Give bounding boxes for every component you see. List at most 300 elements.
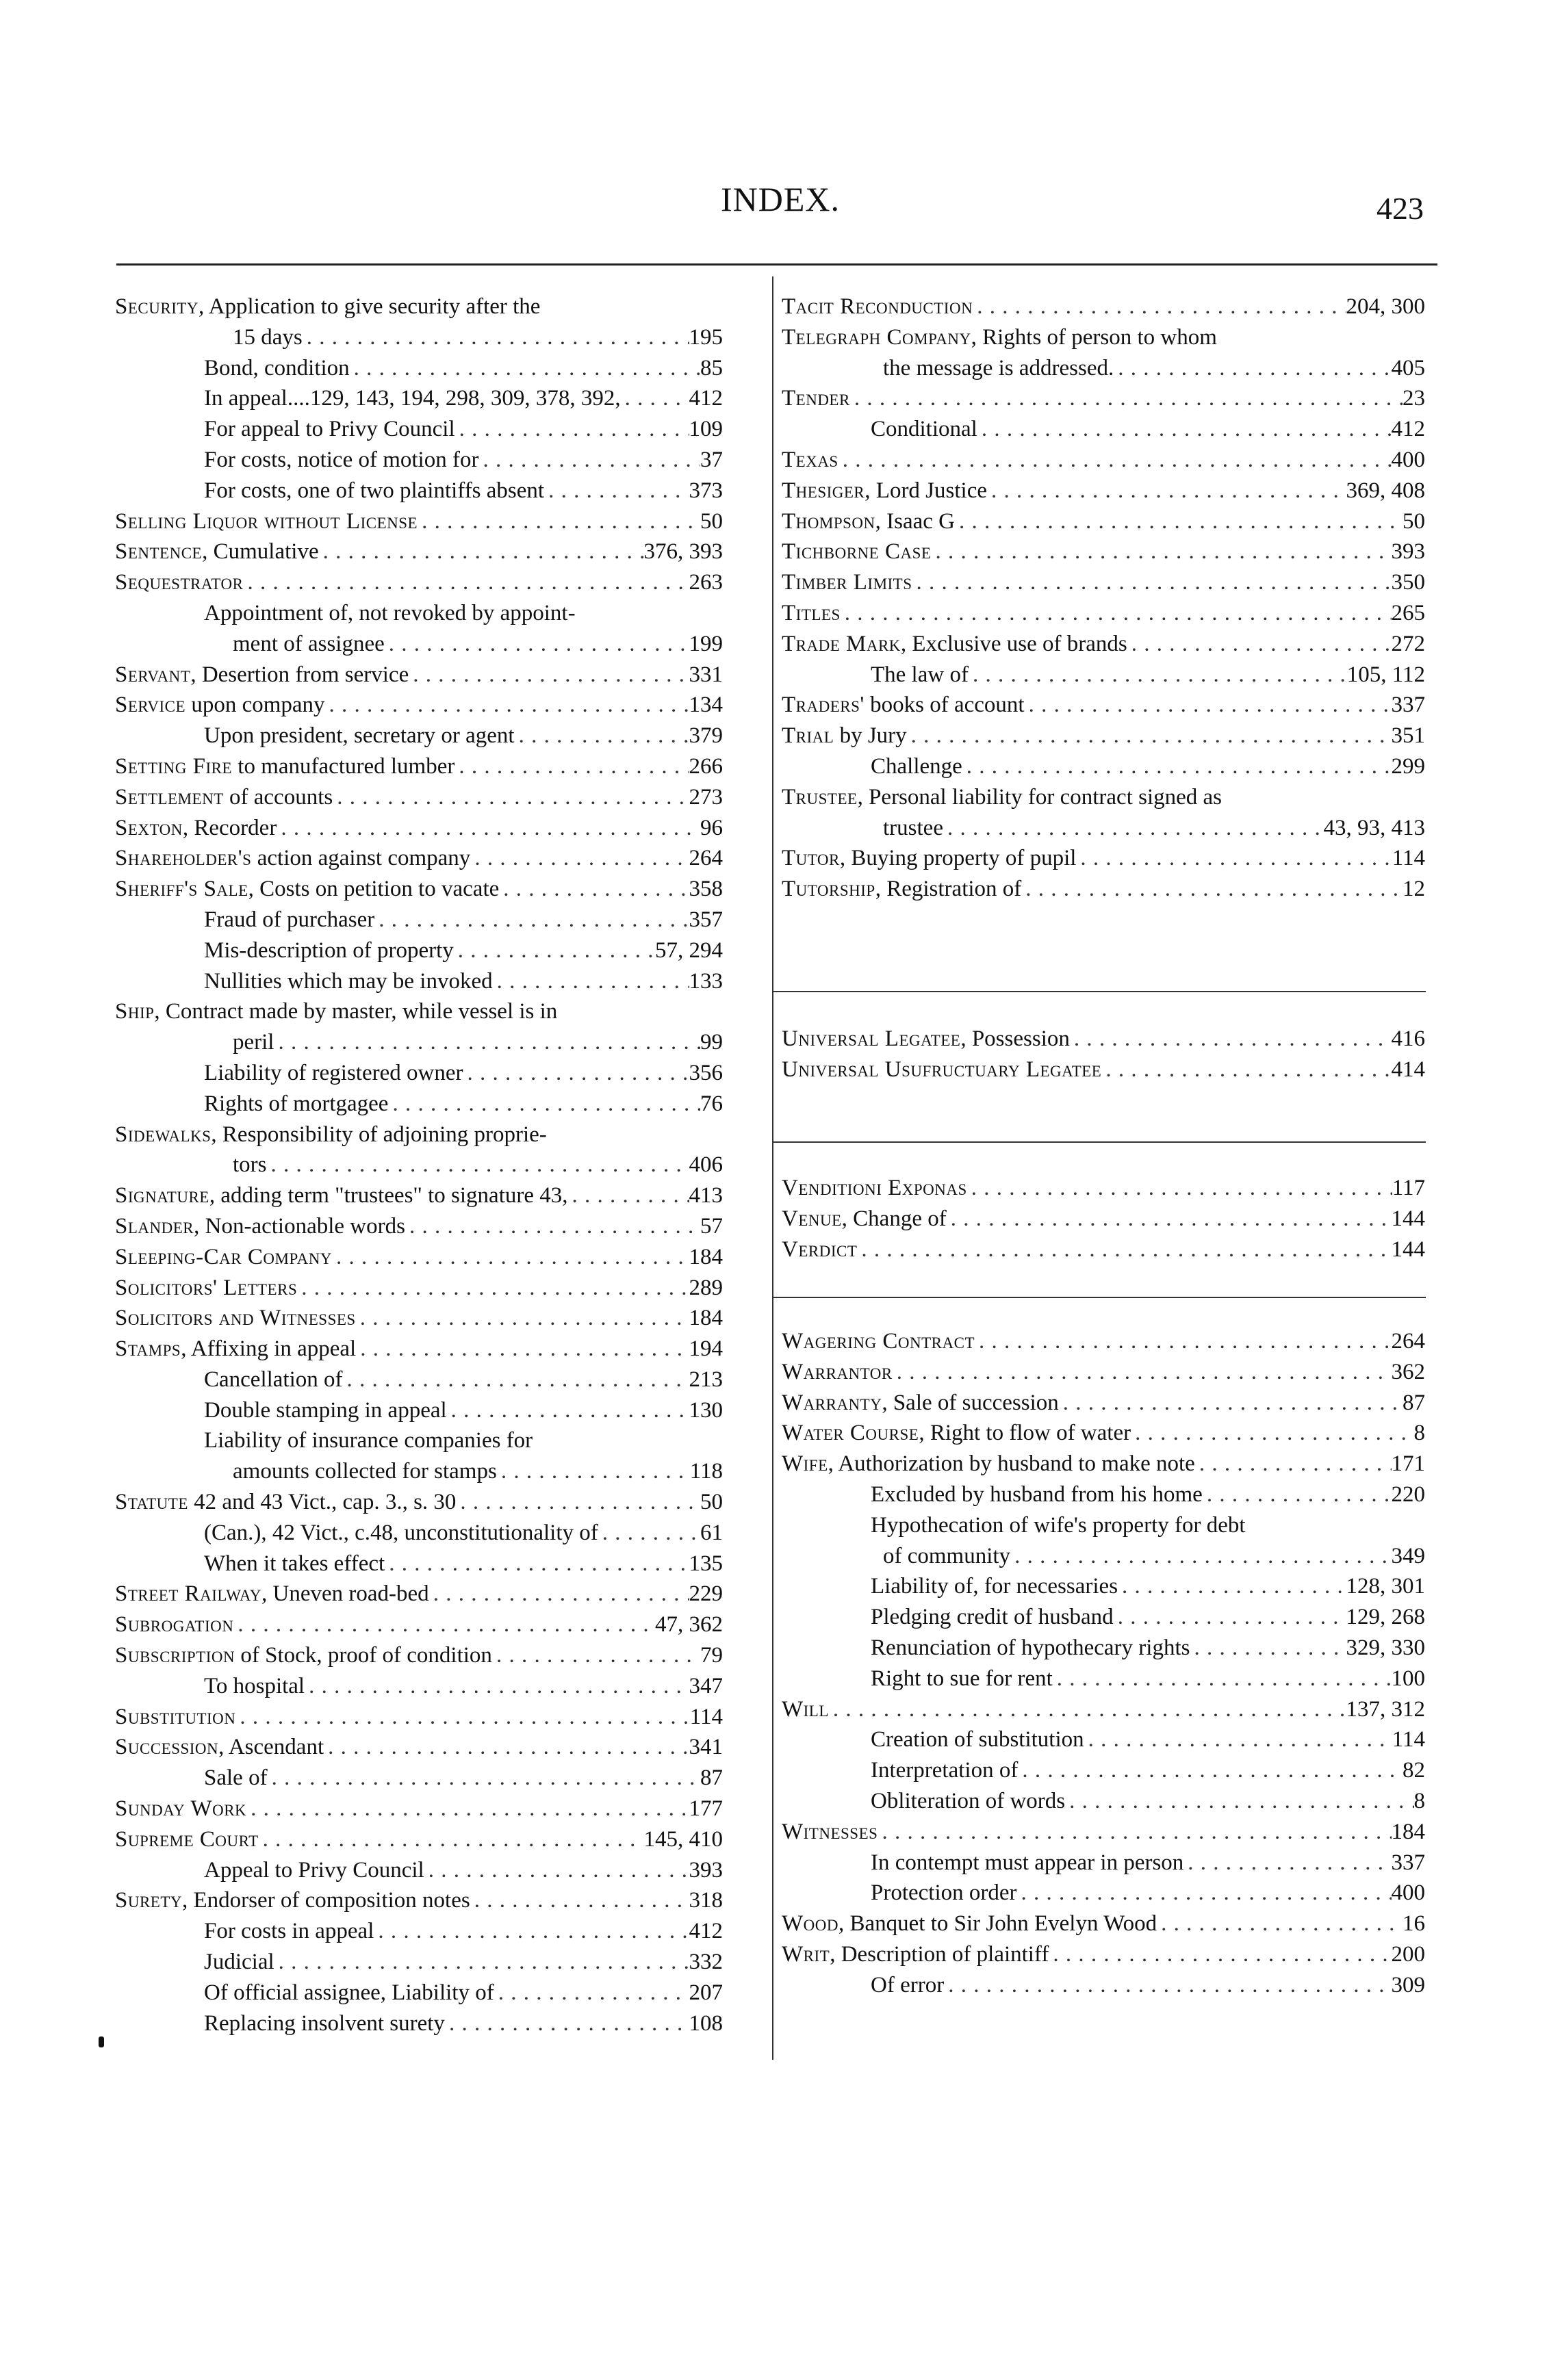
page-reference: 43, 93, 413 (1323, 815, 1425, 840)
index-entry (115, 1885, 723, 1916)
entry-detail: Challenge (871, 753, 962, 779)
index-subentry (782, 1878, 1425, 1909)
index-entry (115, 292, 723, 322)
entry-detail: , Registration of (875, 877, 1022, 902)
dot-leader (259, 1824, 644, 1855)
page-reference: 273 (689, 784, 723, 810)
page-reference: 194 (689, 1336, 723, 1362)
index-entry (782, 782, 1425, 813)
page-reference: 82 (1403, 1758, 1425, 1783)
index-subentry (115, 1549, 723, 1579)
dot-leader (492, 1640, 700, 1671)
index-subentry (782, 414, 1425, 445)
index-entry (115, 1702, 723, 1733)
page-reference: 184 (1391, 1819, 1425, 1844)
entry-text (782, 721, 907, 751)
entry-detail: , Personal liability for contract signed as (857, 784, 1222, 810)
entry-text (871, 414, 977, 445)
index-entry (115, 690, 723, 721)
entry-text (782, 690, 1025, 721)
index-subentry (115, 383, 723, 414)
entry-heading: Tutorship (782, 877, 875, 902)
index-entry (115, 536, 723, 567)
dot-leader (493, 966, 689, 997)
index-subentry (115, 1364, 723, 1395)
entry-heading: Slander (115, 1213, 194, 1239)
entry-heading: Substitution (115, 1704, 236, 1729)
entry-text (871, 1571, 1118, 1602)
entry-heading: Timber Limits (782, 570, 912, 595)
page-reference: 133 (689, 968, 723, 994)
entry-text (115, 1579, 429, 1609)
entry-text (782, 1234, 857, 1265)
dot-leader (456, 1487, 700, 1518)
index-continuation (115, 629, 723, 660)
page-reference: 16 (1403, 1911, 1425, 1937)
entry-detail: , Possession (960, 1026, 1070, 1051)
entry-text (782, 1388, 1059, 1419)
entry-text (204, 1425, 533, 1456)
dot-leader (977, 414, 1392, 445)
entry-detail: Renunciation of hypothecary rights (871, 1635, 1190, 1660)
index-entry (115, 874, 723, 905)
entry-heading: Security (115, 294, 199, 319)
dot-leader (267, 1150, 689, 1180)
entry-text (204, 935, 454, 966)
entry-detail: , Authorization by husband to make note (828, 1451, 1195, 1477)
entry-text (115, 1273, 297, 1304)
dot-leader (1025, 690, 1392, 721)
entry-heading: Subscription (115, 1643, 235, 1668)
entry-detail: , Responsibility of adjoining proprie- (211, 1122, 547, 1147)
dot-leader (568, 1180, 689, 1211)
entry-text (782, 1939, 1049, 1970)
page-reference: 57, 294 (655, 937, 723, 963)
entry-text (871, 1970, 944, 2001)
index-subentry (782, 1755, 1425, 1786)
entry-text (782, 1909, 1157, 1939)
dot-leader (838, 445, 1392, 476)
entry-heading: Texas (782, 447, 838, 472)
entry-text (871, 1633, 1190, 1664)
page-reference: 79 (700, 1643, 723, 1668)
entry-detail: , Description of plaintiff (830, 1941, 1049, 1967)
index-entry (115, 1794, 723, 1824)
entry-text (204, 1763, 268, 1794)
page-reference: 8 (1413, 1788, 1425, 1813)
entry-detail: , Exclusive use of brands (900, 631, 1127, 656)
entry-text (782, 1024, 1070, 1055)
entry-detail: Bond, condition (204, 355, 350, 380)
dot-leader (356, 1334, 689, 1364)
index-entry (782, 874, 1425, 905)
page-reference: 272 (1391, 631, 1425, 656)
entry-text (115, 1609, 233, 1640)
entry-text (871, 1510, 1246, 1541)
entry-text (204, 1395, 447, 1426)
entry-detail: books of account (864, 693, 1025, 718)
entry-detail: trustee (883, 815, 943, 840)
entry-detail: For costs, one of two plaintiffs absent (204, 478, 545, 503)
index-entry (782, 445, 1425, 476)
page-reference: 100 (1391, 1666, 1425, 1691)
dot-leader (324, 1732, 689, 1763)
page-reference: 37 (700, 447, 723, 472)
dot-leader (463, 1058, 689, 1089)
page-reference: 332 (689, 1950, 723, 1975)
dot-leader (975, 1326, 1391, 1357)
index-entry (782, 1326, 1425, 1357)
index-continuation (782, 813, 1425, 844)
dot-leader (1183, 1848, 1391, 1878)
index-entry (115, 1273, 723, 1304)
entry-detail: , Change of (841, 1206, 947, 1231)
entry-heading: Will (782, 1696, 829, 1722)
page-reference: 199 (689, 631, 723, 656)
entry-text (233, 629, 385, 660)
entry-text (782, 1817, 878, 1848)
entry-text (204, 383, 621, 414)
header-rule (116, 263, 1437, 266)
dot-leader (429, 1579, 689, 1609)
entry-detail: Creation of substitution (871, 1727, 1084, 1752)
index-entry (782, 1909, 1425, 1939)
dot-leader (893, 1357, 1392, 1388)
dot-leader (1065, 1786, 1413, 1817)
entry-detail: Of error (871, 1972, 945, 1997)
entry-detail: Right to sue for rent (871, 1666, 1053, 1691)
entry-text (204, 598, 576, 629)
dot-leader (857, 1234, 1391, 1265)
dot-leader (385, 629, 689, 660)
page-reference: 184 (689, 1244, 723, 1269)
entry-detail: to manufactured lumber (232, 753, 455, 779)
entry-text (115, 660, 409, 690)
index-continuation (782, 353, 1425, 384)
entry-detail: Conditional (871, 417, 977, 442)
index-entry (115, 660, 723, 690)
dot-leader (305, 1671, 689, 1702)
dot-leader (973, 292, 1346, 322)
entry-text (204, 1916, 374, 1947)
entry-text (204, 414, 455, 445)
entry-heading: Tender (782, 386, 850, 411)
index-entry (115, 843, 723, 874)
entry-detail: Sale of (204, 1765, 268, 1791)
entry-heading: Tutor (782, 846, 840, 871)
index-entry (782, 1694, 1425, 1725)
index-entry (115, 782, 723, 813)
page-reference: 99 (700, 1030, 723, 1055)
page-reference: 96 (700, 815, 723, 840)
dot-leader (274, 1947, 689, 1978)
page-reference: 134 (689, 693, 723, 718)
entry-text (204, 1855, 424, 1886)
entry-heading: Venue (782, 1206, 842, 1231)
entry-text (782, 1055, 1101, 1085)
page-title: INDEX. (720, 180, 841, 218)
page-number: 423 (1377, 191, 1424, 226)
index-continuation (115, 1027, 723, 1058)
index-entry (115, 1120, 723, 1150)
entry-text (204, 1089, 388, 1120)
entry-heading: Sequestrator (115, 570, 244, 595)
entry-text (204, 905, 374, 935)
entry-text (204, 353, 350, 384)
dot-leader (405, 1211, 700, 1242)
dot-leader (931, 536, 1391, 567)
entry-text (204, 1549, 385, 1579)
entry-detail: Judicial (204, 1950, 274, 1975)
entry-text (782, 874, 1021, 905)
dot-leader (1114, 353, 1391, 384)
entry-detail: , Endorser of composition notes (182, 1888, 470, 1913)
index-entry (115, 567, 723, 598)
dot-leader (418, 506, 700, 537)
entry-text (782, 1357, 893, 1388)
entry-detail: , Costs on petition to vacate (248, 877, 500, 902)
dot-leader (1018, 1755, 1403, 1786)
index-entry (115, 1579, 723, 1609)
entry-text (782, 292, 973, 322)
entry-detail: In contempt must appear in person (871, 1850, 1184, 1875)
entry-detail: upon company (185, 693, 325, 718)
dot-leader (912, 567, 1392, 598)
entry-detail: by Jury (834, 723, 907, 749)
index-subentry (115, 1763, 723, 1794)
entry-detail: For appeal to Privy Council (204, 417, 455, 442)
entry-detail: of community (883, 1543, 1011, 1568)
index-entry (782, 1024, 1425, 1055)
index-entry (782, 1173, 1425, 1204)
entry-text (871, 1602, 1114, 1633)
entry-heading: Trade Mark (782, 631, 901, 656)
entry-detail: The law of (871, 662, 969, 687)
dot-leader (447, 1395, 689, 1426)
page-reference: 412 (689, 386, 723, 411)
page-reference: 87 (700, 1765, 723, 1791)
index-subentry (115, 1671, 723, 1702)
entry-text (782, 322, 1217, 353)
page-reference: 373 (689, 478, 723, 503)
entry-text (115, 1640, 492, 1671)
entry-detail: Appointment of, not revoked by appoint- (204, 600, 576, 625)
entry-heading: Verdict (782, 1237, 858, 1262)
page-reference: 264 (1391, 1329, 1425, 1354)
dot-leader (454, 935, 655, 966)
index-subentry (115, 445, 723, 476)
entry-text (782, 1418, 1131, 1449)
entry-detail: , Recorder (182, 815, 277, 840)
entry-detail: peril (233, 1030, 274, 1055)
index-entry (115, 1211, 723, 1242)
index-entry (782, 1449, 1425, 1479)
index-entry (115, 1824, 723, 1855)
entry-text (871, 1786, 1065, 1817)
dot-leader (969, 660, 1347, 690)
entry-detail: , Uneven road-bed (261, 1581, 429, 1607)
page-reference: 393 (1391, 539, 1425, 565)
entry-text (233, 322, 303, 353)
entry-text (115, 751, 454, 782)
entry-text (115, 1824, 259, 1855)
entry-text (115, 536, 319, 567)
dot-leader (1053, 1664, 1392, 1694)
dot-leader (947, 1204, 1392, 1234)
entry-detail: , Rights of person to whom (971, 324, 1217, 350)
index-subentry (782, 1724, 1425, 1755)
entry-text (115, 1885, 470, 1916)
entry-detail: Appeal to Privy Council (204, 1857, 424, 1883)
index-subentry (115, 1916, 723, 1947)
section-divider-u-v (772, 1141, 1426, 1143)
margin-mark (99, 2036, 104, 2047)
dot-leader (598, 1518, 700, 1549)
page-reference: 356 (689, 1060, 723, 1085)
entry-text (115, 567, 244, 598)
page-reference: 129, 268 (1346, 1605, 1425, 1630)
page-reference: 57 (700, 1213, 723, 1239)
entry-detail: Nullities which may be invoked (204, 968, 493, 994)
entry-detail: Of official assignee, Liability of (204, 1980, 494, 2005)
dot-leader (470, 843, 689, 874)
page-reference: 105, 112 (1346, 662, 1425, 687)
page-reference: 379 (689, 723, 723, 749)
index-entry (782, 1388, 1425, 1419)
dot-leader (374, 905, 689, 935)
entry-heading: Selling Liquor without License (115, 508, 418, 534)
index-subentry (115, 1058, 723, 1089)
entry-text (782, 476, 987, 506)
page-reference: 264 (689, 846, 723, 871)
index-subentry (782, 1479, 1425, 1510)
entry-heading: Warranty (782, 1390, 882, 1415)
index-subentry (782, 1664, 1425, 1694)
entry-heading: Surety (115, 1888, 183, 1913)
entry-text (782, 598, 841, 629)
page-reference: 200 (1391, 1941, 1425, 1967)
page-reference: 289 (689, 1275, 723, 1300)
entry-detail: ment of assignee (233, 631, 385, 656)
entry-heading: Subrogation (115, 1612, 234, 1638)
index-entry (782, 721, 1425, 751)
page-reference: 12 (1403, 877, 1425, 902)
entry-heading: Venditioni Exponas (782, 1176, 967, 1200)
dot-leader (1114, 1602, 1346, 1633)
entry-heading: Solicitors and Witnesses (115, 1306, 356, 1331)
page-reference: 406 (689, 1152, 723, 1178)
entry-text (782, 1326, 975, 1357)
entry-detail: , Banquet to Sir John Evelyn Wood (838, 1911, 1157, 1937)
entry-text (204, 1671, 305, 1702)
entry-text (204, 1058, 463, 1089)
page-reference: 309 (1391, 1972, 1425, 1997)
entry-detail: , Right to flow of water (919, 1421, 1131, 1446)
dot-leader (1076, 843, 1392, 874)
index-entry (782, 1939, 1425, 1970)
index-entry (782, 1817, 1425, 1848)
dot-leader (374, 1916, 689, 1947)
index-continuation (115, 1150, 723, 1180)
index-entry (782, 476, 1425, 506)
entry-text (204, 1947, 274, 1978)
page-reference: 144 (1391, 1206, 1425, 1231)
entry-text (782, 1204, 947, 1234)
entry-text (115, 1211, 405, 1242)
section-u (782, 1024, 1425, 1085)
entry-detail: Liability of insurance companies for (204, 1428, 533, 1453)
page-reference: 177 (689, 1796, 723, 1822)
entry-text (883, 353, 1114, 384)
index-entry (782, 292, 1425, 322)
page-reference: 266 (689, 753, 723, 779)
dot-leader (1059, 1388, 1403, 1419)
dot-leader (350, 353, 700, 384)
entry-detail: , adding term "trustees" to signature 43, (209, 1183, 568, 1208)
entry-text (871, 1724, 1084, 1755)
dot-leader (907, 721, 1392, 751)
dot-leader (319, 536, 644, 567)
entry-text (782, 536, 931, 567)
section-divider-t-u (772, 991, 1426, 992)
dot-leader (445, 2008, 689, 2039)
entry-text (233, 1456, 497, 1487)
dot-leader (1195, 1449, 1392, 1479)
entry-text (782, 1694, 829, 1725)
page-reference: 145, 410 (643, 1826, 723, 1852)
index-entry (782, 567, 1425, 598)
entry-heading: Shareholder's (115, 846, 252, 871)
page-reference: 204, 300 (1346, 294, 1425, 319)
index-entry (782, 1055, 1425, 1085)
dot-leader (409, 660, 689, 690)
entry-heading: Stamps (115, 1336, 181, 1362)
entry-text (871, 1479, 1203, 1510)
entry-detail: Excluded by husband from his home (871, 1482, 1203, 1507)
page-reference: 299 (1391, 753, 1425, 779)
page-reference: 351 (1391, 723, 1425, 749)
index-subentry (782, 660, 1425, 690)
entry-heading: Universal Usufructuary Legatee (782, 1057, 1102, 1082)
entry-text (782, 445, 838, 476)
entry-text (204, 966, 493, 997)
entry-text (204, 1978, 494, 2008)
entry-heading: Ship (115, 999, 155, 1024)
entry-heading: Wife (782, 1451, 828, 1477)
dot-leader (1084, 1724, 1392, 1755)
page-reference: 413 (689, 1183, 723, 1208)
page-reference: 144 (1391, 1237, 1425, 1262)
dot-leader (1010, 1541, 1391, 1572)
page-reference: 331 (689, 662, 723, 687)
entry-heading: Tacit Reconduction (782, 294, 973, 319)
page-reference: 337 (1391, 1850, 1425, 1875)
dot-leader (333, 782, 689, 813)
entry-text (115, 1180, 568, 1211)
entry-heading: Wood (782, 1911, 838, 1937)
entry-text (871, 1664, 1053, 1694)
entry-detail: , Buying property of pupil (839, 846, 1077, 871)
entry-text (782, 383, 850, 414)
index-entry (115, 751, 723, 782)
page-reference: 265 (1391, 600, 1425, 625)
entry-text (233, 1150, 267, 1180)
entry-text (115, 874, 499, 905)
entry-heading: Trustee (782, 784, 858, 810)
entry-detail: 42 and 43 Vict., cap. 3., s. 30 (188, 1490, 457, 1515)
page-reference: 50 (1403, 508, 1425, 534)
dot-leader (297, 1273, 689, 1304)
